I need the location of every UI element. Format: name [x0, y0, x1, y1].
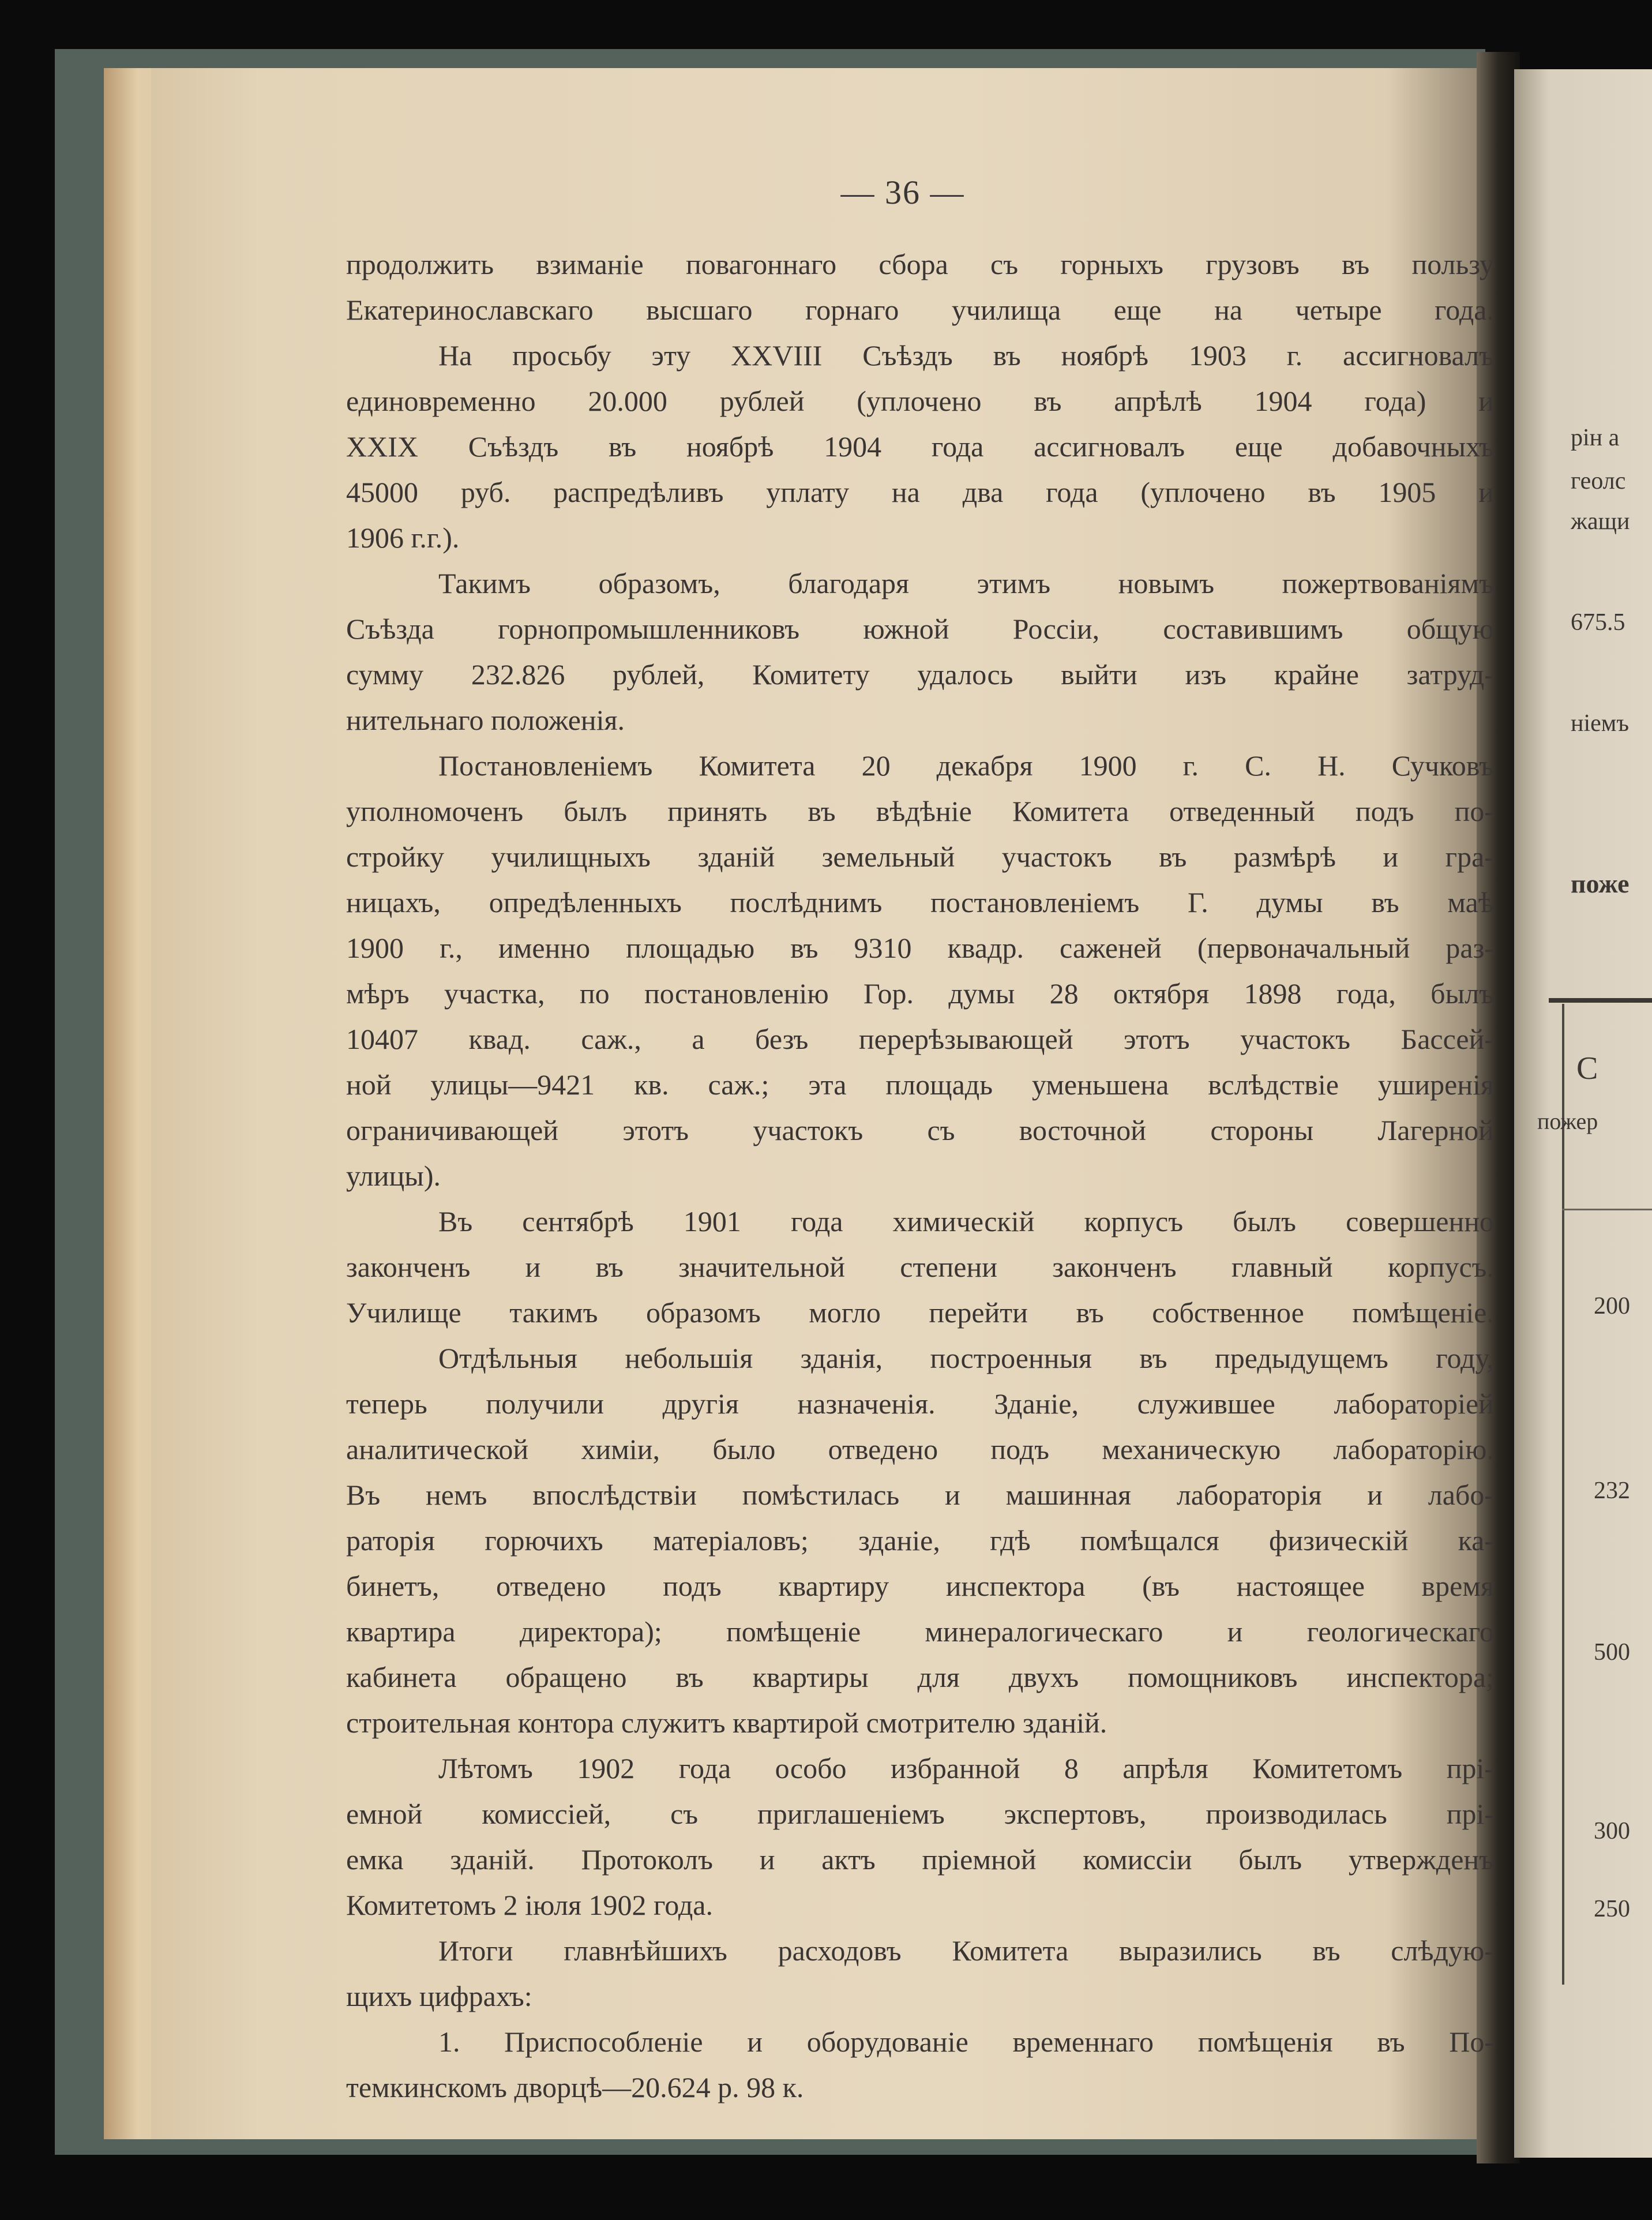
- text-line: 1906 г.г.).: [346, 522, 460, 554]
- facing-fragment: 500: [1594, 1639, 1630, 1666]
- text-line: кабинета обращено въ квартиры для двухъ помощниковъ инспектора;: [346, 1661, 1494, 1693]
- text-line: На просьбу эту XXVIII Съѣздъ въ ноябрѣ 1903 г. ассигновалъ: [438, 339, 1494, 372]
- facing-fragment: поже: [1571, 869, 1630, 898]
- text-line: квартира директора); помѣщеніе минералогическаго и геологическаго: [346, 1615, 1494, 1648]
- text-line: нительнаго положенія.: [346, 704, 625, 736]
- text-line: XXIX Съѣздъ въ ноябрѣ 1904 года ассигновалъ еще добавочныхъ: [346, 430, 1494, 463]
- text-line: 1. Приспособленіе и оборудованіе временнаго помѣщенія въ По-: [438, 2026, 1494, 2058]
- text-line: раторія горючихъ матеріаловъ; зданіе, гдѣ помѣщался физическій ка-: [346, 1524, 1494, 1557]
- text-line: бинетъ, отведено подъ квартиру инспектора (въ настоящее время: [346, 1570, 1494, 1602]
- text-line: Екатеринославскаго высшаго горнаго училища еще на четыре года.: [346, 294, 1494, 326]
- text-line: аналитической химіи, было отведено подъ механическую лабораторію.: [346, 1433, 1494, 1465]
- text-line: улицы).: [346, 1160, 441, 1192]
- facing-fragment: ніемъ: [1571, 710, 1630, 737]
- text-line: единовременно 20.000 рублей (уплочено въ апрѣлѣ 1904 года) и: [346, 385, 1494, 417]
- text-line: 10407 квад. саж., а безъ перерѣзывающей этотъ участокъ Бассей-: [346, 1023, 1494, 1055]
- text-line: Лѣтомъ 1902 года особо избранной 8 апрѣля Комитетомъ прі-: [438, 1752, 1494, 1784]
- text-line: сумму 232.826 рублей, Комитету удалось выйти изъ крайне затруд-: [346, 658, 1494, 691]
- text-line: Постановленіемъ Комитета 20 декабря 1900 г. С. Н. Сучковъ: [438, 749, 1494, 782]
- text-line: мѣръ участка, по постановленію Гор. думы 28 октября 1898 года, былъ: [346, 977, 1494, 1010]
- text-line: щихъ цифрахъ:: [346, 1980, 532, 2012]
- text-line: 1900 г., именно площадью въ 9310 квадр. саженей (первоначальный раз-: [346, 932, 1494, 964]
- text-line: темкинскомъ дворцѣ—20.624 р. 98 к.: [346, 2071, 804, 2103]
- facing-fragment: рін а: [1571, 425, 1620, 451]
- text-line: Комитетомъ 2 іюля 1902 года.: [346, 1889, 713, 1921]
- text-line: уполномоченъ былъ принять въ вѣдѣніе Комитета отведенный подъ по-: [346, 795, 1494, 827]
- facing-table-border: [1562, 1004, 1564, 1985]
- text-line: ницахъ, опредѣленныхъ послѣднимъ постановленіемъ Г. думы въ маѣ: [346, 886, 1494, 918]
- text-line: Такимъ образомъ, благодаря этимъ новымъ пожертвованіямъ: [438, 567, 1494, 599]
- page-number: — 36 —: [840, 174, 965, 211]
- text-line: Училище такимъ образомъ могло перейти въ собственное помѣщеніе.: [346, 1296, 1494, 1329]
- facing-fragment: 250: [1594, 1896, 1630, 1922]
- facing-fragment: пожер: [1537, 1108, 1598, 1134]
- page-text: [346, 173, 1494, 2110]
- text-line: Въ немъ впослѣдствіи помѣстилась и машинная лабораторія и лабо-: [346, 1479, 1494, 1511]
- facing-fragment: 675.5: [1571, 609, 1625, 636]
- paragraph-lines: [346, 242, 1494, 2110]
- facing-fragment: 200: [1594, 1293, 1630, 1319]
- facing-fragment: жащи: [1571, 508, 1630, 535]
- facing-fragment: С: [1576, 1051, 1598, 1086]
- text-line: законченъ и въ значительной степени законченъ главный корпусъ.: [346, 1251, 1494, 1283]
- text-line: 45000 руб. распредѣливъ уплату на два года (уплочено въ 1905 и: [346, 476, 1494, 508]
- facing-fragment: 300: [1594, 1818, 1630, 1844]
- text-line: стройку училищныхъ зданій земельный участокъ въ размѣрѣ и гра-: [346, 841, 1494, 873]
- facing-page: [1514, 69, 1652, 2158]
- text-line: теперь получили другія назначенія. Зданіе, служившее лабораторіей: [346, 1387, 1494, 1420]
- facing-table-header-line: [1562, 1209, 1652, 1210]
- text-line: емной комиссіей, съ приглашеніемъ экспертовъ, производилась прі-: [346, 1798, 1494, 1830]
- text-line: емка зданій. Протоколъ и актъ пріемной комиссіи былъ утвержденъ: [346, 1843, 1494, 1876]
- text-line: Итоги главнѣйшихъ расходовъ Комитета выразились въ слѣдую-: [438, 1934, 1494, 1967]
- text-line: ограничивающей этотъ участокъ съ восточной стороны Лагерной: [346, 1114, 1494, 1146]
- facing-table-rule: [1549, 998, 1652, 1003]
- text-line: ной улицы—9421 кв. саж.; эта площадь уменьшена вслѣдствіе уширенія: [346, 1068, 1494, 1101]
- text-line: продолжить взиманіе повагоннаго сбора съ горныхъ грузовъ въ пользу: [346, 248, 1494, 280]
- text-line: Съѣзда горнопромышленниковъ южной Россіи, составившимъ общую: [346, 613, 1494, 645]
- facing-fragment: геолс: [1571, 468, 1626, 494]
- text-line: Отдѣльныя небольшія зданія, построенныя въ предыдущемъ году,: [438, 1342, 1494, 1374]
- text-line: Въ сентябрѣ 1901 года химическій корпусъ былъ совершенно: [438, 1205, 1494, 1238]
- facing-fragment: 232: [1594, 1477, 1630, 1504]
- text-line: строительная контора служитъ квартирой смотрителю зданій.: [346, 1707, 1107, 1739]
